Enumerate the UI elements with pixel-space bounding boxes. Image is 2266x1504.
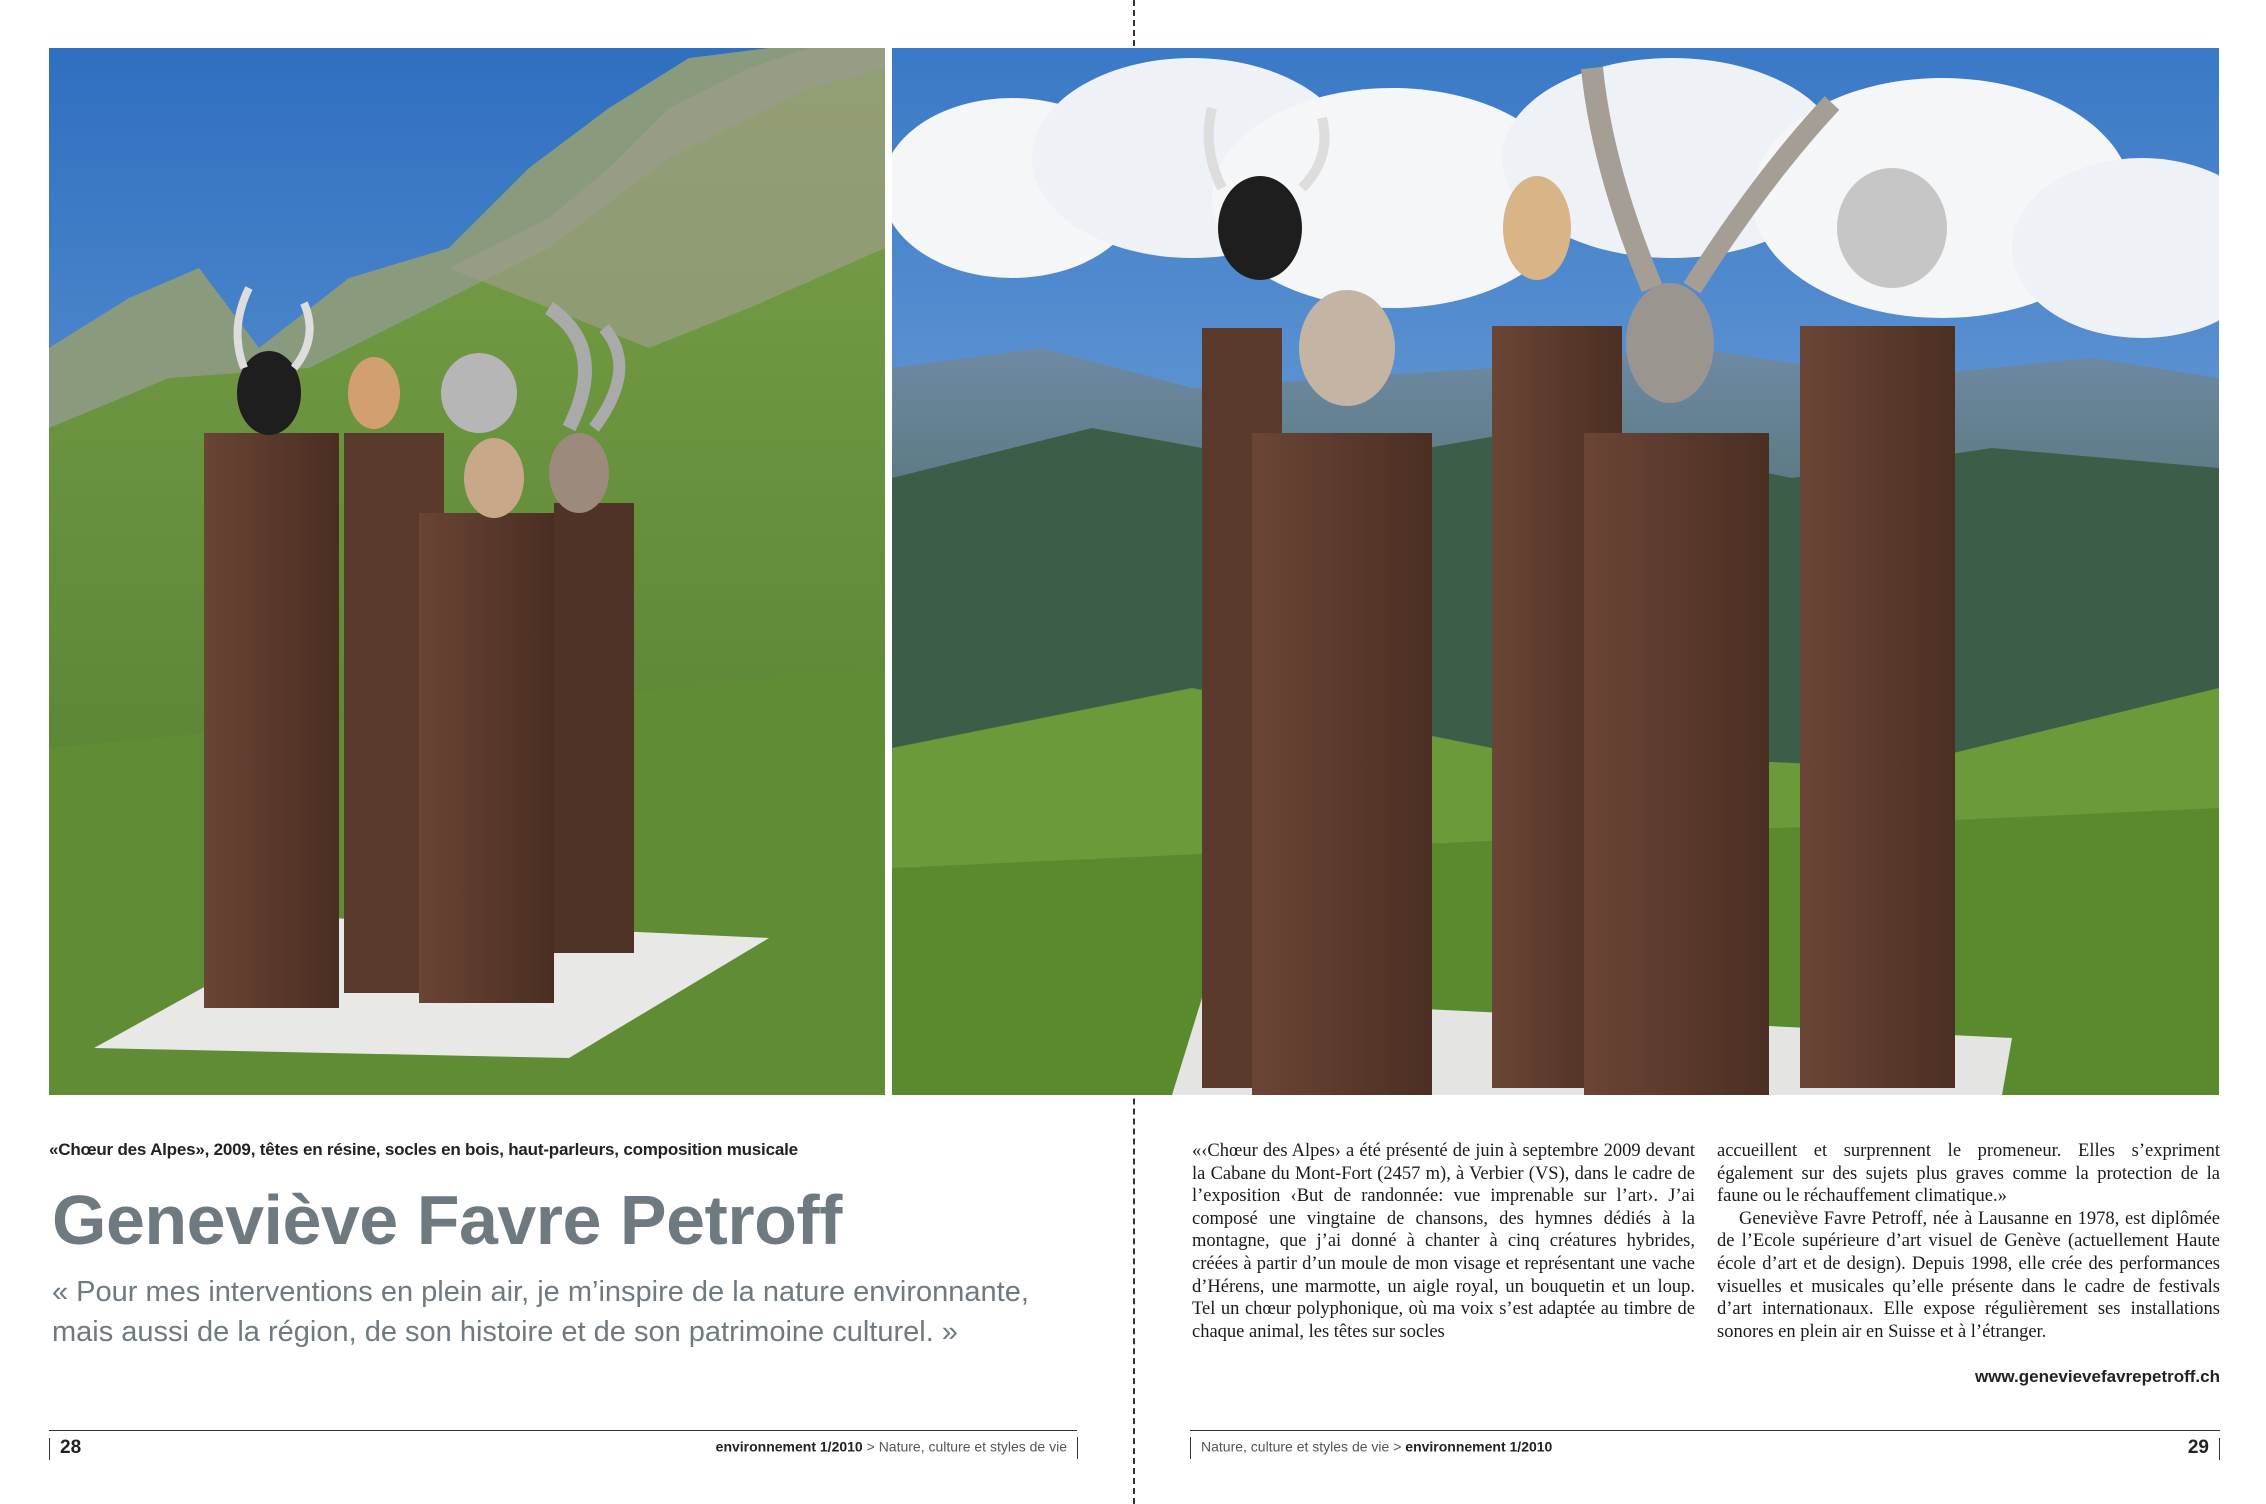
magazine-issue: environnement 1/2010 [715,1438,863,1455]
photo-left-image [49,48,885,1095]
footer-divider [2219,1438,2220,1460]
footer-left-page-number [49,1437,81,1460]
caption-title: «Chœur des Alpes» [49,1140,205,1159]
breadcrumb-separator: > [1389,1438,1406,1455]
photo-right [892,48,2219,1095]
footer-right-running-head [1190,1437,1552,1459]
footer-divider [1190,1437,1191,1459]
footer-left-running-head [716,1437,1078,1459]
pull-quote: « Pour mes interventions en plein air, je m’inspire de la nature environnante, mais aussi de la région, de son histoire et de son patrimoine culturel. » [52,1276,1029,1348]
footer-right-page-number [2188,1437,2220,1460]
footer-divider [49,1438,50,1460]
photo-caption [49,1140,798,1160]
caption-details: , 2009, têtes en résine, socles en bois, haut-parleurs, composition musicale [204,1140,798,1159]
website-link[interactable]: www.genevievefavrepetroff.ch [1974,1367,2220,1386]
photo-right-image [892,48,2219,1095]
footer-rule-left [49,1430,1077,1431]
footer-rule-right [1190,1430,2220,1431]
breadcrumb-separator: > [862,1438,879,1455]
body-column-2 [1717,1140,2220,1343]
body-paragraph: Geneviève Favre Petroff, née à Lausanne en 1978, est diplômée de l’Ecole supérieure d’art visuel de Genève (actuellement Haute école d’art et de design). Depuis 1998, elle crée des performances visuelles et musicales qu’elle présente dans le cadre de festivals d’art internationaux. Elle expose régulièrement ses installations sonores en plein air en Suisse et à l’étranger. [1717,1208,2220,1342]
section-name: Nature, culture et styles de vie [1201,1438,1390,1455]
body-paragraph: accueillent et surprennent le promeneur. Elles s’expriment également sur des sujets plus graves comme la protection de la faune ou le réchauffement climatique.» [1717,1141,2220,1207]
body-paragraph: «‹Chœur des Alpes› a été présenté de juin à septembre 2009 devant la Cabane du Mont-Fort (2457 m), à Verbier (VS), dans le cadre de l’exposition ‹But de randonnée: vue imprenable sur l’art›. J’ai composé une vingtaine de chansons, des hymnes dédiés à la montagne, que j’ai donné à chanter à cinq créatures hybrides, créées à partir d’un moule de mon visage et représentant une vache d’Hérens, une marmotte, un aigle royal, un bouquetin et un loup. Tel un chœur polyphonique, où ma voix s’est adaptée au timbre de chaque animal, les têtes sur socles [1192,1141,1695,1342]
photo-left [49,48,885,1095]
author-name: Geneviève Favre Petroff [52,1181,842,1259]
page-number: 28 [60,1437,82,1458]
footer-divider [1077,1437,1078,1459]
magazine-issue: environnement 1/2010 [1405,1438,1553,1455]
page-number: 29 [2187,1437,2209,1458]
section-name: Nature, culture et styles de vie [878,1438,1067,1455]
body-column-1 [1192,1140,1695,1343]
